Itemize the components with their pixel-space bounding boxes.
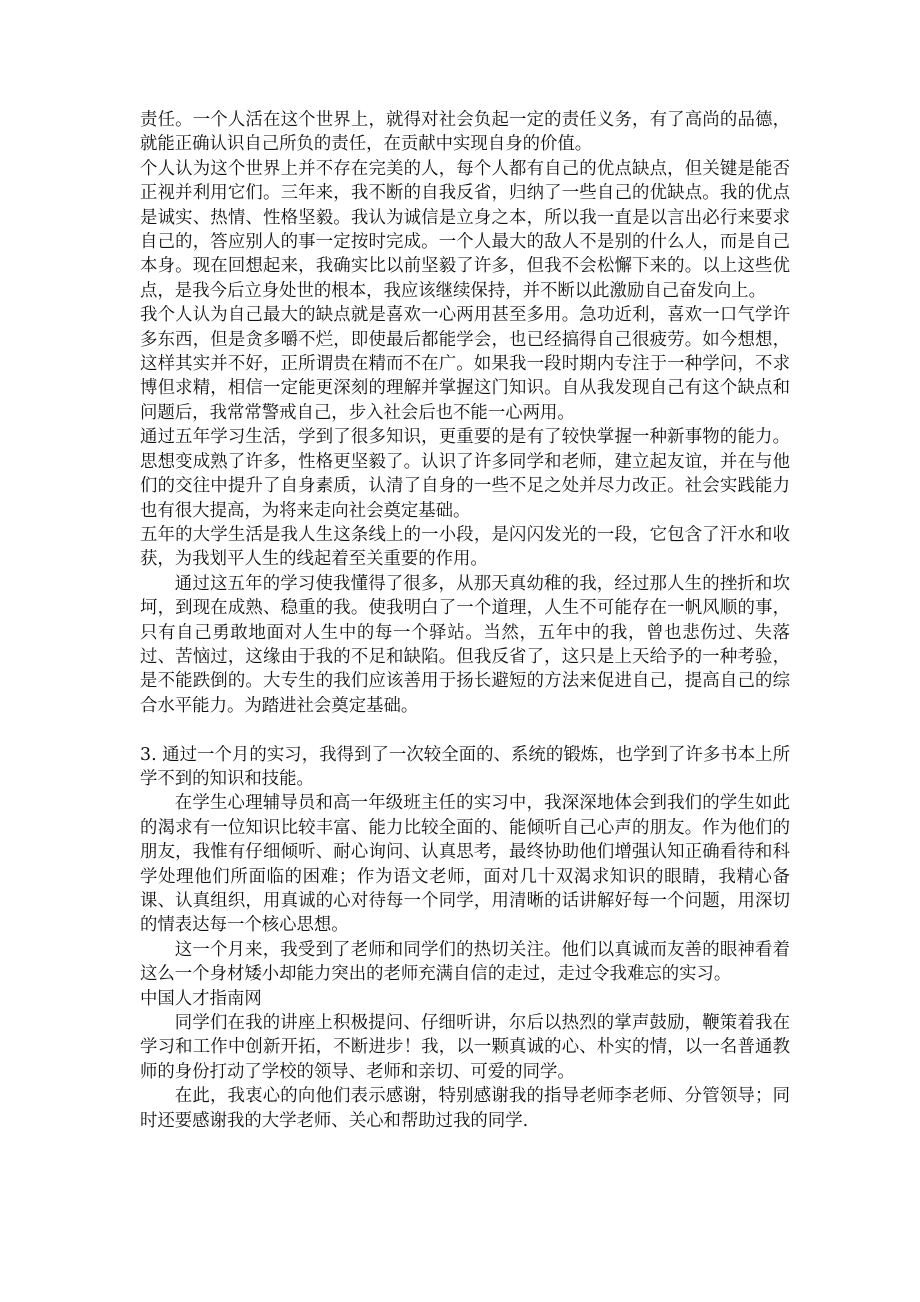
paragraph-month-attention: 这一个月来，我受到了老师和同学们的热切关注。他们以真诚而友善的眼神看着这么一个身材矮小却能力突出的老师充满自信的走过，走过令我难忘的实习。: [140, 939, 790, 985]
paragraph-lessons-learned: 通过这五年的学习使我懂得了很多，从那天真幼稚的我，经过那人生的挫折和坎坷，到现在成熟、稳重的我。使我明白了一个道理，人生不可能存在一帆风顺的事，只有自己勇敢地面对人生中的每一个驿站。当然，五年中的我，曾也悲伤过、失落过、苦恼过，这缘由于我的不足和缺陷。但我反省了，这只是上天给予的一种考验，是不能跌倒的。大专生的我们应该善用于扬长避短的方法来促进自己，提高自己的综合水平能力。为踏进社会奠定基础。: [140, 573, 790, 716]
paragraph-college-life: 五年的大学生活是我人生这条线上的一小段，是闪闪发光的一段，它包含了汗水和收获，为我划平人生的线起着至关重要的作用。: [140, 524, 790, 570]
paragraph-internship-intro: 3. 通过一个月的实习，我得到了一次较全面的、系统的锻炼，也学到了许多书本上所学不到的知识和技能。: [140, 744, 790, 789]
paragraph-responsibility: 责任。一个人活在这个世界上，就得对社会负起一定的责任义务，有了高尚的品德，就能正确认识自己所负的责任，在贡献中实现自身的价值。: [140, 110, 790, 155]
paragraph-five-years-study: 通过五年学习生活，学到了很多知识，更重要的是有了较快掌握一种新事物的能力。思想变成熟了许多，性格更坚毅了。认识了许多同学和老师，建立起友谊，并在与他们的交往中提升了自身素质，认清了自身的一些不足之处并尽力改正。社会实践能力也有很大提高，为将来走向社会奠定基础。: [140, 427, 790, 521]
document-body: [140, 108, 790, 1133]
paragraph-spacer: [140, 718, 790, 742]
paragraph-counselor-experience: 在学生心理辅导员和高一年级班主任的实习中，我深深地体会到我们的学生如此的渴求有一位知识比较丰富、能力比较全面的、能倾听自己心声的朋友。作为他们的朋友，我惟有仔细倾听、耐心询问、认真思考，最终协助他们增强认知正确看待和科学处理他们所面临的困难；作为语文老师，面对几十双渴求知识的眼睛，我精心备课、认真组织，用真诚的心对待每一个同学，用清晰的话讲解好每一个问题，用深切的情表达每一个核心思想。: [140, 793, 790, 936]
paragraph-strengths: 个人认为这个世界上并不存在完美的人，每个人都有自己的优点缺点，但关键是能否正视并利用它们。三年来，我不断的自我反省，归纳了一些自己的优缺点。我的优点是诚实、热情、性格坚毅。我认为诚信是立身之本，所以我一直是以言出必行来要求自己的，答应别人的事一定按时完成。一个人最大的敌人不是别的什么人，而是自己本身。现在回想起来，我确实比以前坚毅了许多，但我不会松懈下来的。以上这些优点，是我今后立身处世的根本，我应该继续保持，并不断以此激励自己奋发向上。: [140, 158, 790, 301]
paragraph-weaknesses: 我个人认为自己最大的缺点就是喜欢一心两用甚至多用。急功近利，喜欢一口气学许多东西，但是贪多嚼不烂，即使最后都能学会，也已经搞得自己很疲劳。如今想想，这样其实并不好，正所谓贵在精而不在广。如果我一段时期内专注于一种学问，不求博但求精，相信一定能更深刻的理解并掌握这门知识。自从我发现自己有这个缺点和问题后，我常常警戒自己，步入社会后也不能一心两用。: [140, 305, 790, 423]
source-watermark-text: 中国人才指南网: [140, 988, 262, 1009]
paragraph-students-encouragement: 同学们在我的讲座上积极提问、仔细听讲，尔后以热烈的掌声鼓励，鞭策着我在学习和工作中创新开拓，不断进步！我，以一颗真诚的心、朴实的情，以一名普通教师的身份打动了学校的领导、老师和亲切、可爱的同学。: [140, 1013, 790, 1082]
paragraph-thanks: 在此，我衷心的向他们表示感谢，特别感谢我的指导老师李老师、分管领导；同时还要感谢我的大学老师、关心和帮助过我的同学.: [140, 1086, 790, 1131]
